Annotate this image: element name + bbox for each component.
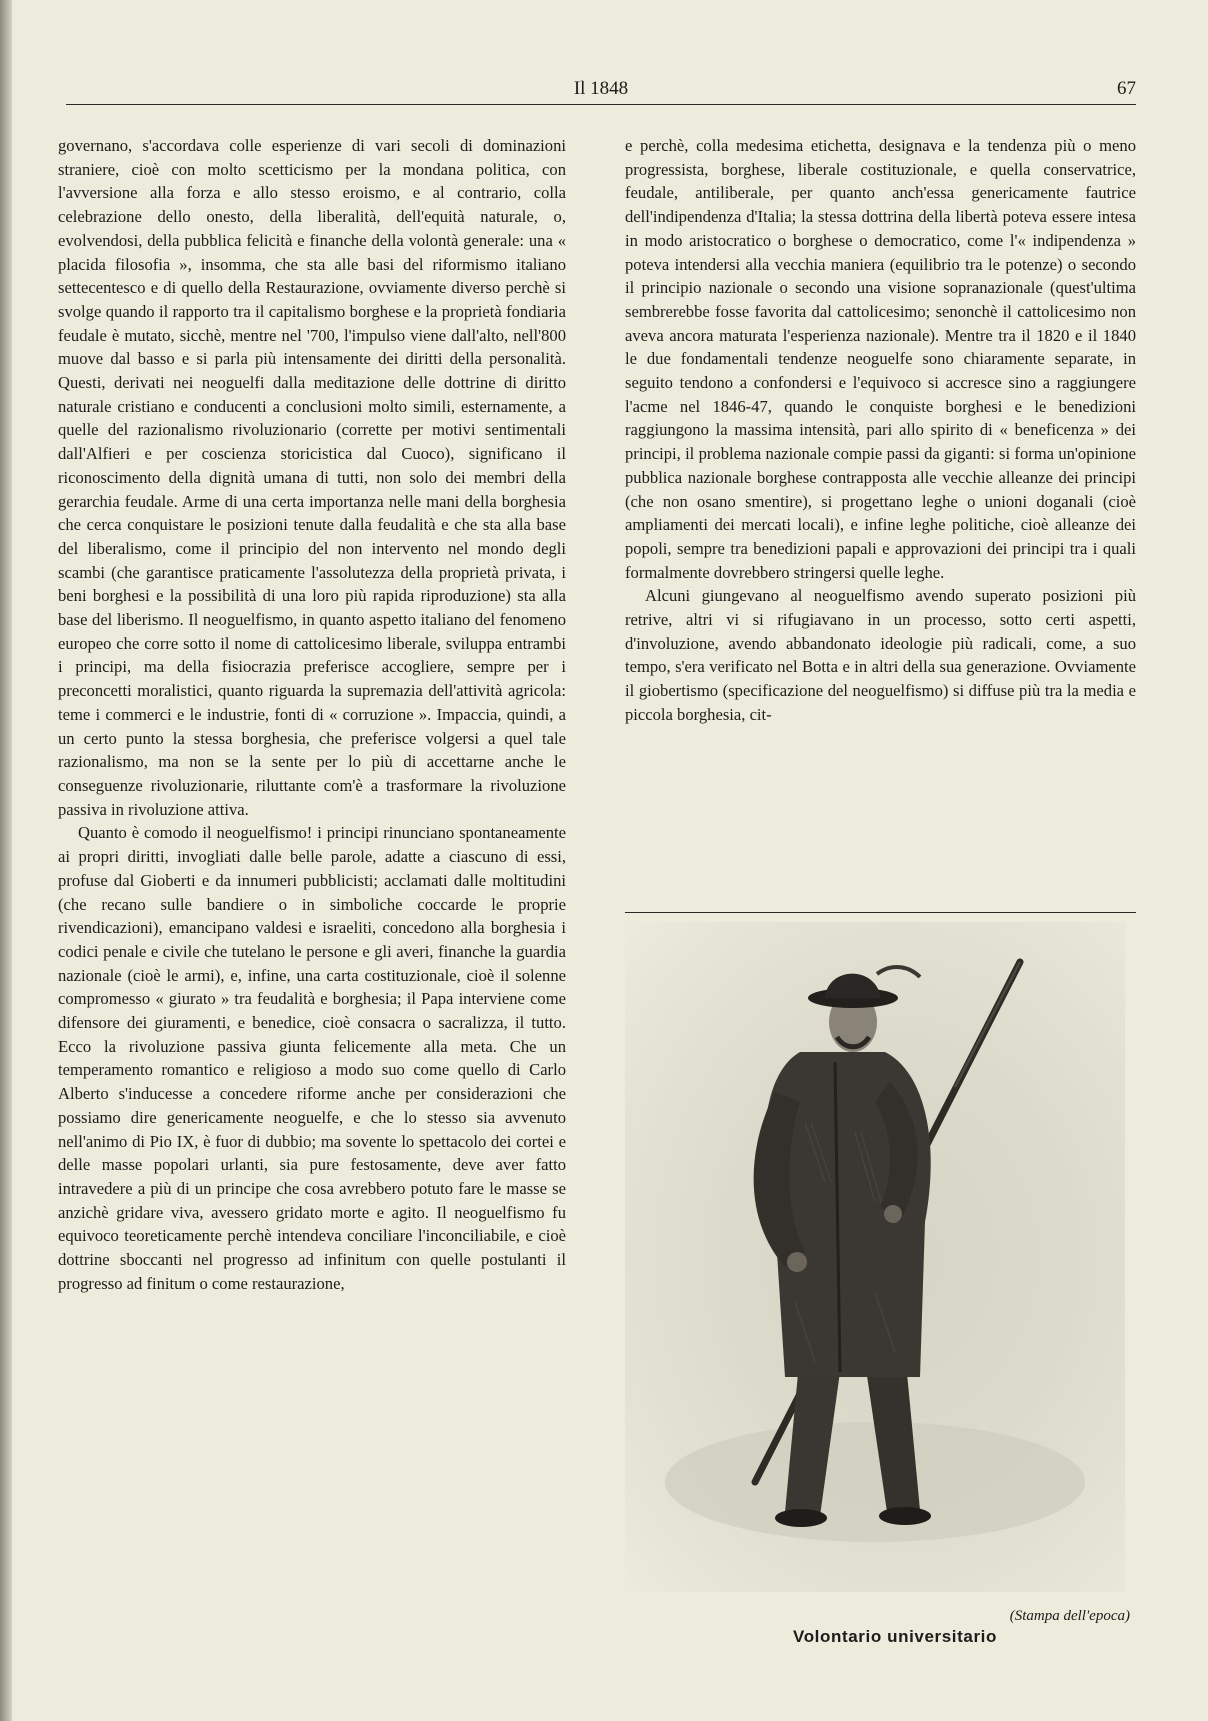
header-rule: [66, 104, 1136, 105]
paragraph: governano, s'accordava colle esperienze di vari secoli di dominazioni straniere, cioè con molto scetticismo per la mondana politica, con l'avversione alla forza e allo stesso eroismo, e al contrario, colla celebrazione dello onesto, della liberalità, dell'equità naturale, o, evolvendosi, della pubblica felicità e finanche della volontà generale: una « placida filosofia », insomma, che sta alle basi del riformismo italiano settecentesco e di quello della Restaurazione, ovviamente diverso perchè si svolge quando il rapporto tra il capitalismo borghese e la proprietà fondiaria feudale è mutato, sicchè, mentre nel '700, l'impulso viene dall'alto, nell'800 muove dal basso e si parla più intensamente dei diritti della personalità. Questi, derivati nei neoguelfi dalla meditazione delle dottrine di diritto naturale cristiano e conducenti a conclusioni molto simili, esternamente, a quelle del razionalismo rivoluzionario (corrette per motivi sentimentali dall'Alfieri e per coscienza storicistica dal Cuoco), significano il riconoscimento della dignità umana di tutti, non solo dei membri della gerarchia feudale. Arme di una certa importanza nelle mani della borghesia che cerca conquistare le posizioni tenute dalla feudalità e che sta alla base del liberalismo, come il principio del non intervento nel mondo degli scambi (che garantisce praticamente l'assolutezza della proprietà privata, i beni borghesi e la possibilità di una loro più rapida riproduzione) sta alla base del liberismo. Il neoguelfismo, in quanto aspetto italiano del fenomeno europeo che corre sotto il nome di cattolicesimo liberale, sviluppa entrambi i principi, ma della fisiocrazia preferisce accogliere, sempre per i preconcetti moralistici, quanto riguarda la supremazia dell'attività agricola: teme i commerci e le industrie, fonti di « corruzione ». Impaccia, quindi, a un certo punto la stessa borghesia, che preferisce volgersi a quel tale razionalismo, ma non se la sente per lo più di accettarne anche le conseguenze rivoluzionarie, riluttante com'è a trasformare la rivoluzione passiva in rivoluzione attiva.: [58, 136, 566, 819]
volunteer-engraving: [625, 922, 1125, 1592]
page-binding-edge: [0, 0, 12, 1721]
paragraph: Alcuni giungevano al neoguelfismo avendo superato posizioni più retrive, altri vi si rifugiavano in un processo, sotto certi aspetti, d'involuzione, avendo abbandonato ideologie più radicali, come, a suo tempo, s'era verificato nel Botta e in altri della sua generazione. Ovviamente il giobertismo (specificazione del neoguelfismo) si diffuse più tra la media e piccola borghesia, cit-: [625, 586, 1136, 724]
paragraph: Quanto è comodo il neoguelfismo! i principi rinunciano spontaneamente ai propri diritti, invogliati dalle belle parole, adatte a ciascuno di essi, profuse dal Gioberti e da innumeri pubblicisti; acclamati dalle moltitudini (che recano sulle bandiere o in simboliche coccarde le proprie rivendicazioni), emancipano valdesi e israeliti, concedono alla borghesia i codici penale e civile che tutelano le persone e gli averi, finanche la guardia nazionale (cioè le armi), e, infine, una carta costituzionale, cioè il solenne compromesso « giurato » tra feudalità e borghesia; il Papa interviene come difensore dei giuramenti, e benedice, cioè consacra o sacralizza, il tutto. Ecco la rivoluzione passiva giunta felicemente alla meta. Che un temperamento romantico e religioso a modo suo come quello di Carlo Alberto s'inducesse a concedere riforme anche per considerazioni che possiamo dire genericamente neoguelfe, e che lo stesso sia avvenuto nell'animo di Pio IX, è fuor di dubbio; ma sovente lo spettacolo dei cortei e delle masse popolari urlanti, sia pure festosamente, deve aver fatto intravedere a più di un principe che cosa avrebbero potuto fare le masse se anzichè gridare viva, avessero gridato morte e agito. Il neoguelfismo fu equivoco teoreticamente perchè intendeva conciliare l'inconciliabile, e cioè dottrine sboccanti nel progresso ad infinitum con quelle postulanti il progresso ad finitum o come restaurazione,: [58, 823, 566, 1293]
left-column: [58, 134, 566, 1295]
illustration-volunteer: [625, 922, 1125, 1592]
figure-separator-rule: [625, 912, 1136, 913]
running-header: [66, 74, 1136, 106]
paragraph: e perchè, colla medesima etichetta, designava e la tendenza più o meno progressista, borghese, liberale costituzionale, e quella conservatrice, feudale, antiliberale, per quanto anch'essa genericamente fautrice dell'indipendenza d'Italia; la stessa dottrina della libertà poteva essere intesa in modo aristocratico o borghese o democratico, come l'« indipendenza » poteva intendersi alla vecchia maniera (equilibrio tra le potenze) o secondo il principio nazionale o secondo una visione sopranazionale (quest'ultima sembrerebbe fosse favorita dal cattolicesimo; senonchè il cattolicesimo non aveva ancora maturata l'esperienza nazionale). Mentre tra il 1820 e il 1840 le due fondamentali tendenze neoguelfe sono chiaramente separate, in seguito tendono a confondersi e l'equivoco si accresce sino a raggiungere l'acme nel 1846-47, quando le conquiste borghesi e le benedizioni raggiungono la massima intensità, pari allo spirito di « beneficenza » dei principi, il problema nazionale compie passi da giganti: si forma un'opinione pubblica nazionale borghese contrapposta alle vecchie alleanze dei principi (che non osano smentire), si progettano leghe o unioni doganali (cioè ampliamenti dei mercati locali), e infine leghe politiche, cioè alleanze dei popoli, sempre tra benedizioni papali e approvazioni dei principi tra i quali formalmente dovrebbero stringersi quelle leghe.: [625, 136, 1136, 582]
page-number: 67: [1117, 78, 1136, 99]
right-column: [625, 134, 1136, 727]
figure-caption: Volontario universitario: [793, 1627, 997, 1646]
figure-credit: (Stampa dell'epoca): [1009, 1608, 1130, 1624]
header-title: Il 1848: [573, 78, 629, 99]
